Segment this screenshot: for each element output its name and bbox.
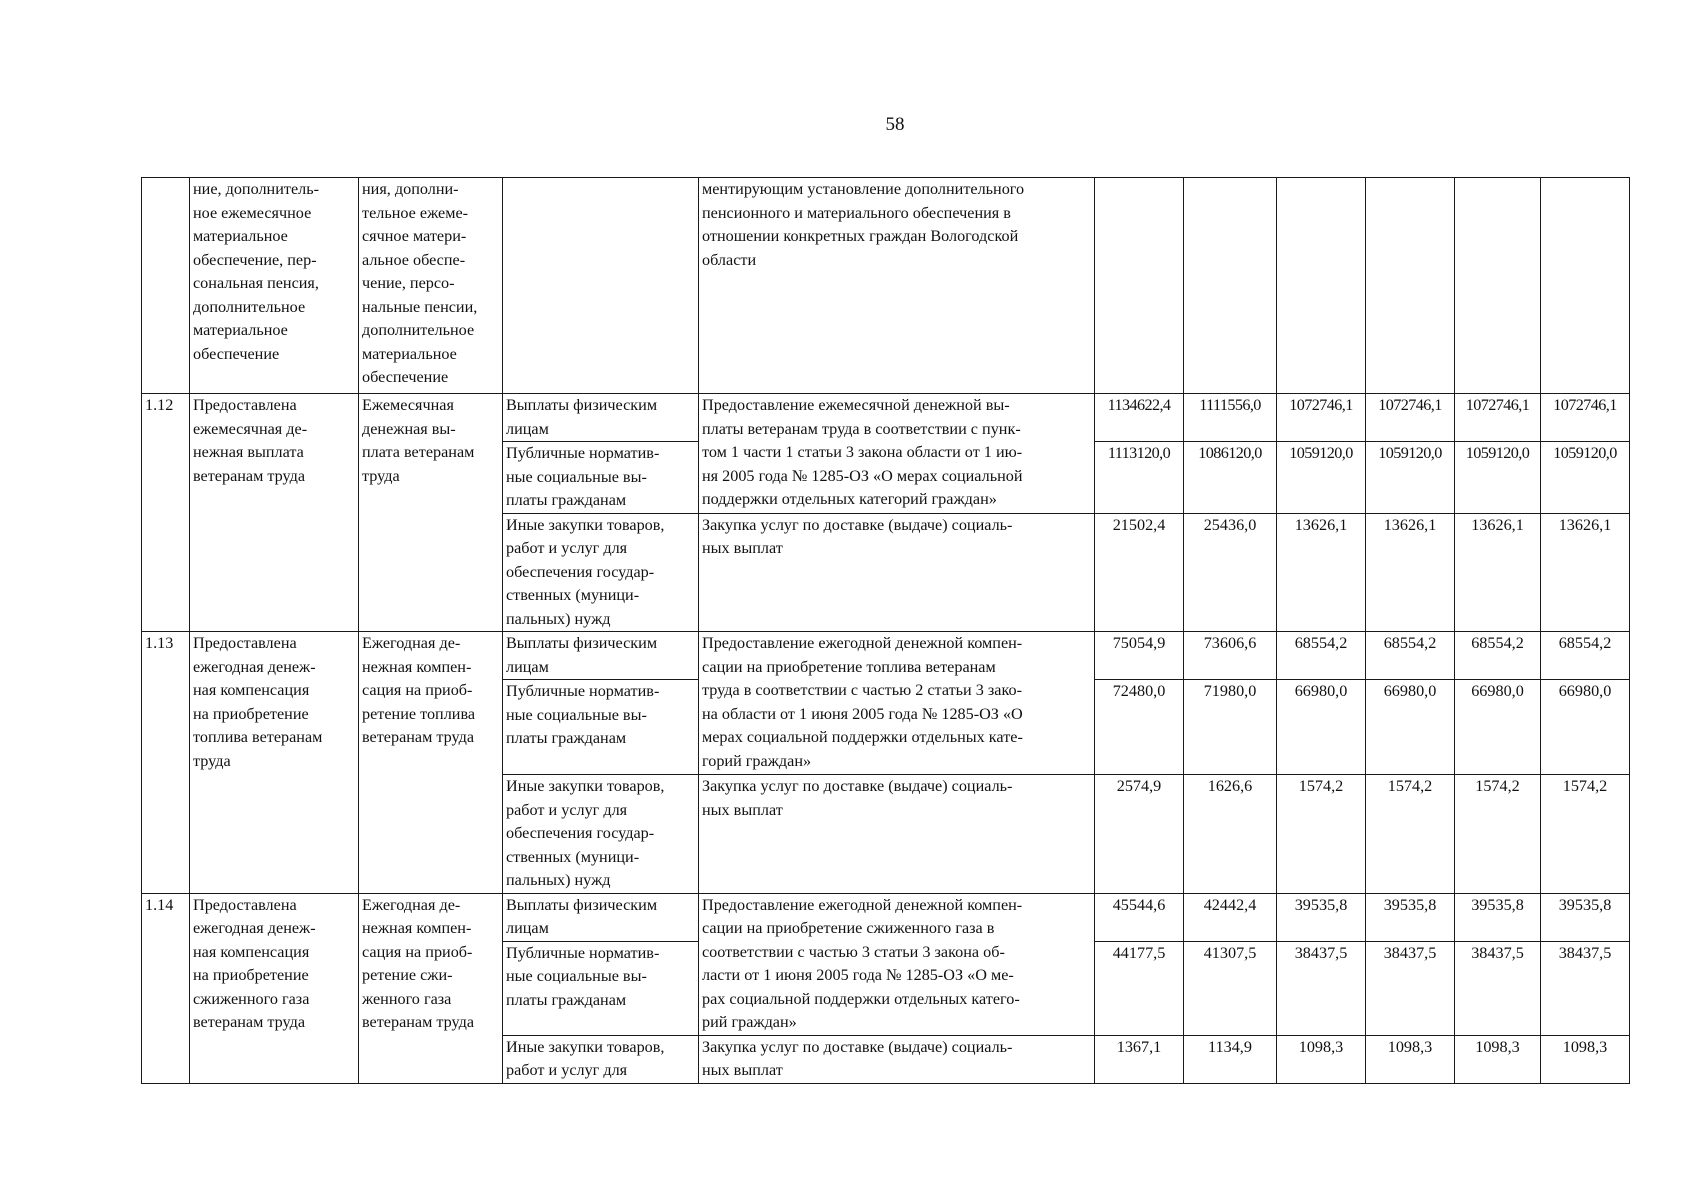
cell-value: 1574,2: [1541, 775, 1630, 894]
cell-value: 2574,9: [1095, 775, 1184, 894]
cell-value: 13626,1: [1366, 513, 1455, 632]
cell-value: 39535,8: [1277, 893, 1366, 941]
cell-value: 1111556,0: [1184, 394, 1277, 442]
cell-value: 1059120,0: [1277, 442, 1366, 514]
table-row: [142, 893, 1630, 941]
cell-expense-type: Иные закупки товаров, работ и услуг для: [503, 1035, 699, 1083]
cell-value: 1098,3: [1455, 1035, 1541, 1083]
cell-value: 1098,3: [1541, 1035, 1630, 1083]
cell-value: 1098,3: [1366, 1035, 1455, 1083]
cell-value: 1134622,4: [1095, 394, 1184, 442]
cell-value: 44177,5: [1095, 941, 1184, 1035]
cell-measure: Ежемесячная денежная вы- плата ветеранам труда: [359, 394, 503, 632]
cell-description: Закупка услуг по доставке (выдаче) социаль- ных выплат: [699, 513, 1095, 632]
cell-value: 38437,5: [1455, 941, 1541, 1035]
row-number: 1.14: [142, 893, 190, 1083]
cell-value: 68554,2: [1277, 632, 1366, 680]
cell-value: 38437,5: [1541, 941, 1630, 1035]
cell-value: 1072746,1: [1366, 394, 1455, 442]
cell-description: Предоставление ежегодной денежной компен- сации на приобретение сжиженного газа в соответствии с частью 3 статьи 3 закона об- ласти от 1 июня 2005 года № 1285-ОЗ «О ме- рах социальной поддержки отдельных катего- рий граждан»: [699, 893, 1095, 1035]
cell-value: 1072746,1: [1455, 394, 1541, 442]
cell-value: 1113120,0: [1095, 442, 1184, 514]
cell-value: 1072746,1: [1277, 394, 1366, 442]
cell-value: 1059120,0: [1455, 442, 1541, 514]
cell-value: 21502,4: [1095, 513, 1184, 632]
cell-value: 1367,1: [1095, 1035, 1184, 1083]
cell-value: 66980,0: [1541, 680, 1630, 775]
cell-expense-type: [503, 178, 699, 394]
cell-value: 1059120,0: [1541, 442, 1630, 514]
cell-value: [1541, 178, 1630, 394]
cell-description: Предоставление ежемесячной денежной вы- платы ветеранам труда в соответствии с пунк- том 1 части 1 статьи 3 закона области от 1 ию- ня 2005 года № 1285-ОЗ «О мерах социальной поддержки отдельных категорий граждан»: [699, 394, 1095, 514]
cell-value: 1098,3: [1277, 1035, 1366, 1083]
cell-value: 45544,6: [1095, 893, 1184, 941]
cell-value: 39535,8: [1455, 893, 1541, 941]
cell-description: Закупка услуг по доставке (выдаче) социаль- ных выплат: [699, 775, 1095, 894]
row-number: 1.12: [142, 394, 190, 632]
cell-value: [1095, 178, 1184, 394]
cell-expense-type: Иные закупки товаров, работ и услуг для обеспечения государ- ственных (муници- пальных) нужд: [503, 513, 699, 632]
cell-expense-type: Выплаты физическим лицам: [503, 394, 699, 442]
cell-value: 71980,0: [1184, 680, 1277, 775]
cell-description: Предоставление ежегодной денежной компен- сации на приобретение топлива ветеранам труда в соответствии с частью 2 статьи 3 зако- на области от 1 июня 2005 года № 1285-ОЗ «О мерах социальной поддержки отдельных кате- горий граждан»: [699, 632, 1095, 775]
cell-value: [1184, 178, 1277, 394]
cell-value: 1574,2: [1366, 775, 1455, 894]
cell-value: 66980,0: [1277, 680, 1366, 775]
cell-expense-type: Публичные норматив- ные социальные вы- платы гражданам: [503, 680, 699, 775]
cell-expense-type: Публичные норматив- ные социальные вы- платы гражданам: [503, 442, 699, 514]
cell-expense-type: Публичные норматив- ные социальные вы- платы гражданам: [503, 941, 699, 1035]
cell-value: 1086120,0: [1184, 442, 1277, 514]
continuation-row: [142, 178, 1630, 394]
cell-value: [1277, 178, 1366, 394]
cell-value: 39535,8: [1366, 893, 1455, 941]
cell-description: ментирующим установление дополнительного пенсионного и материального обеспечения в отношении конкретных граждан Вологодской области: [699, 178, 1095, 394]
cell-value: 42442,4: [1184, 893, 1277, 941]
cell-value: 66980,0: [1366, 680, 1455, 775]
cell-value: [1366, 178, 1455, 394]
cell-value: 39535,8: [1541, 893, 1630, 941]
cell-result: Предоставлена ежегодная денеж- ная компенсация на приобретение сжиженного газа ветеранам труда: [190, 893, 359, 1083]
cell-value: 38437,5: [1277, 941, 1366, 1035]
page-number: 58: [885, 114, 905, 135]
cell-value: 68554,2: [1541, 632, 1630, 680]
budget-table: [141, 177, 1630, 1084]
cell-value: 25436,0: [1184, 513, 1277, 632]
cell-measure: ния, дополни- тельное ежеме- сячное матери- альное обеспе- чение, персо- нальные пенсии, дополнительное материальное обеспечение: [359, 178, 503, 394]
cell-measure: Ежегодная де- нежная компен- сация на приоб- ретение топлива ветеранам труда: [359, 632, 503, 894]
row-number: 1.13: [142, 632, 190, 894]
cell-num: [142, 178, 190, 394]
cell-value: 1059120,0: [1366, 442, 1455, 514]
cell-value: 13626,1: [1541, 513, 1630, 632]
cell-value: 68554,2: [1366, 632, 1455, 680]
cell-value: 1574,2: [1455, 775, 1541, 894]
cell-result: Предоставлена ежемесячная де- нежная выплата ветеранам труда: [190, 394, 359, 632]
cell-value: 1134,9: [1184, 1035, 1277, 1083]
cell-value: 1626,6: [1184, 775, 1277, 894]
table-row: [142, 394, 1630, 442]
cell-result: ние, дополнитель- ное ежемесячное материальное обеспечение, пер- сональная пенсия, дополнительное материальное обеспечение: [190, 178, 359, 394]
cell-value: 13626,1: [1455, 513, 1541, 632]
cell-value: [1455, 178, 1541, 394]
cell-description: Закупка услуг по доставке (выдаче) социаль- ных выплат: [699, 1035, 1095, 1083]
cell-value: 73606,6: [1184, 632, 1277, 680]
cell-measure: Ежегодная де- нежная компен- сация на приоб- ретение сжи- женного газа ветеранам труда: [359, 893, 503, 1083]
cell-value: 72480,0: [1095, 680, 1184, 775]
table-row: [142, 632, 1630, 680]
cell-value: 41307,5: [1184, 941, 1277, 1035]
cell-value: 1072746,1: [1541, 394, 1630, 442]
cell-expense-type: Выплаты физическим лицам: [503, 632, 699, 680]
cell-value: 75054,9: [1095, 632, 1184, 680]
cell-value: 1574,2: [1277, 775, 1366, 894]
cell-value: 68554,2: [1455, 632, 1541, 680]
cell-expense-type: Иные закупки товаров, работ и услуг для обеспечения государ- ственных (муници- пальных) нужд: [503, 775, 699, 894]
cell-value: 38437,5: [1366, 941, 1455, 1035]
cell-value: 13626,1: [1277, 513, 1366, 632]
cell-expense-type: Выплаты физическим лицам: [503, 893, 699, 941]
cell-value: 66980,0: [1455, 680, 1541, 775]
cell-result: Предоставлена ежегодная денеж- ная компенсация на приобретение топлива ветеранам труда: [190, 632, 359, 894]
